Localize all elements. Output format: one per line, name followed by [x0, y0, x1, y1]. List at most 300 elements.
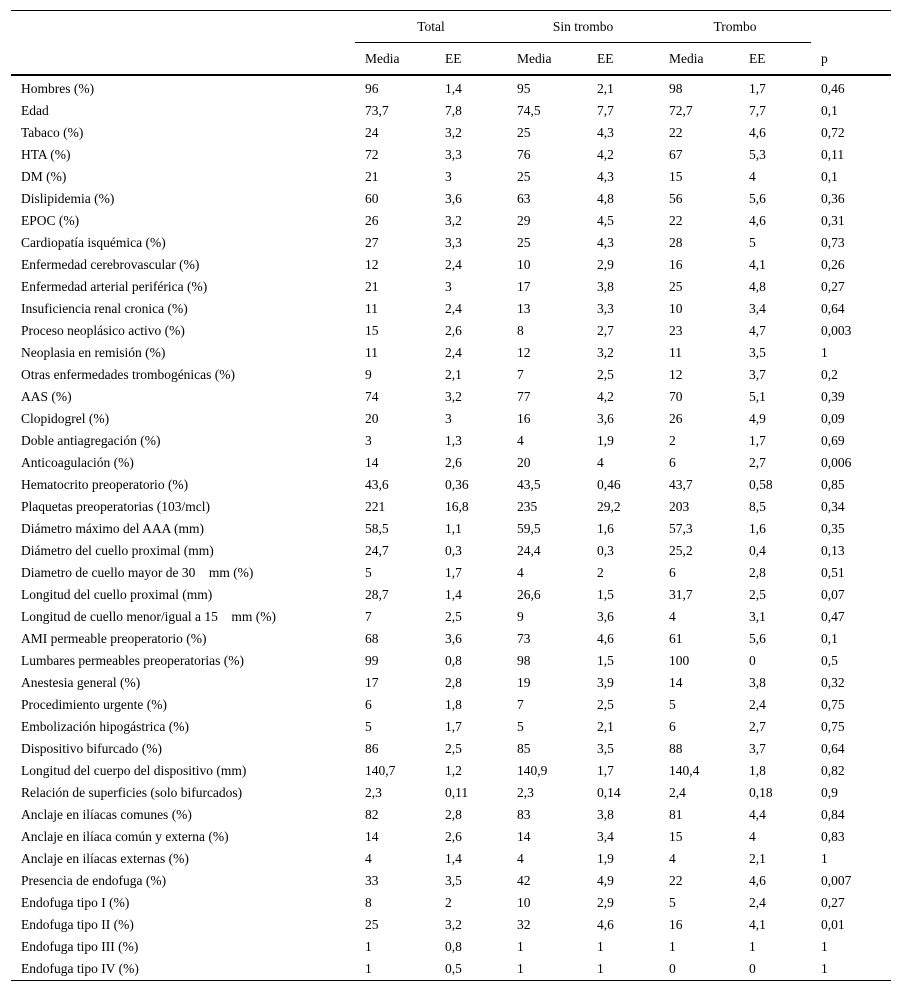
total-media: 221 — [365, 499, 386, 514]
table-row — [11, 496, 891, 518]
sin-trombo-media: 14 — [517, 829, 531, 844]
row-label: Diametro de cuello mayor de 30 mm (%) — [21, 565, 254, 580]
total-ee: 1,1 — [445, 521, 462, 536]
sin-trombo-media: 4 — [517, 433, 524, 448]
sin-trombo-ee: 2,7 — [597, 323, 614, 338]
total-ee: 0,3 — [445, 543, 462, 558]
sin-trombo-media: 16 — [517, 411, 531, 426]
sin-trombo-media: 10 — [517, 895, 531, 910]
table-row — [11, 75, 891, 100]
trombo-ee: 4,1 — [749, 257, 766, 272]
total-media: 58,5 — [365, 521, 389, 536]
sin-trombo-media: 73 — [517, 631, 531, 646]
table-row — [11, 254, 891, 276]
trombo-media: 70 — [669, 389, 683, 404]
total-ee: 0,8 — [445, 653, 462, 668]
sin-trombo-media: 29 — [517, 213, 531, 228]
sin-trombo-ee: 0,46 — [597, 477, 621, 492]
trombo-media: 4 — [669, 609, 676, 624]
total-media: 2,3 — [365, 785, 382, 800]
trombo-media: 25,2 — [669, 543, 693, 558]
row-label: Insuficiencia renal cronica (%) — [21, 301, 188, 316]
trombo-ee: 3,1 — [749, 609, 766, 624]
sin-trombo-ee: 2,1 — [597, 81, 614, 96]
table-row — [11, 716, 891, 738]
p-value: 0,46 — [821, 81, 845, 96]
p-value: 0,82 — [821, 763, 845, 778]
table-row — [11, 518, 891, 540]
row-label: Anclaje en ilíacas externas (%) — [21, 851, 189, 866]
sin-trombo-media: 63 — [517, 191, 531, 206]
p-value: 0,1 — [821, 169, 838, 184]
total-ee: 0,11 — [445, 785, 469, 800]
sin-trombo-media: 25 — [517, 235, 531, 250]
table-row — [11, 870, 891, 892]
total-media: 7 — [365, 609, 372, 624]
p-value: 0,09 — [821, 411, 845, 426]
total-ee: 2,8 — [445, 807, 462, 822]
sin-trombo-ee: 3,2 — [597, 345, 614, 360]
total-ee: 3 — [445, 169, 452, 184]
p-value: 0,36 — [821, 191, 845, 206]
table-header — [11, 11, 891, 76]
p-value: 0,9 — [821, 785, 838, 800]
table-row — [11, 364, 891, 386]
sin-trombo-ee: 3,8 — [597, 807, 614, 822]
total-ee: 7,8 — [445, 103, 462, 118]
total-ee: 3,6 — [445, 191, 462, 206]
header-blank-p — [811, 11, 891, 44]
trombo-media: 43,7 — [669, 477, 693, 492]
header-label-column — [11, 43, 355, 75]
p-value: 0,64 — [821, 301, 845, 316]
total-media: 86 — [365, 741, 379, 756]
data-table — [11, 10, 891, 981]
total-media: 99 — [365, 653, 379, 668]
sin-trombo-ee: 1,7 — [597, 763, 614, 778]
total-media: 12 — [365, 257, 379, 272]
sin-trombo-media: 2,3 — [517, 785, 534, 800]
header-group-total: Total — [355, 11, 507, 44]
row-label: Procedimiento urgente (%) — [21, 697, 167, 712]
trombo-media: 11 — [669, 345, 683, 360]
sin-trombo-ee: 2,1 — [597, 719, 614, 734]
trombo-media: 67 — [669, 147, 683, 162]
trombo-ee: 3,5 — [749, 345, 766, 360]
p-value: 0,64 — [821, 741, 845, 756]
trombo-ee: 4,9 — [749, 411, 766, 426]
total-ee: 2,4 — [445, 257, 462, 272]
sin-trombo-media: 7 — [517, 367, 524, 382]
table-container — [11, 10, 891, 981]
sin-trombo-ee: 2 — [597, 565, 604, 580]
trombo-media: 14 — [669, 675, 683, 690]
trombo-media: 31,7 — [669, 587, 693, 602]
row-label: Endofuga tipo I (%) — [21, 895, 130, 910]
sin-trombo-media: 1 — [507, 958, 587, 981]
sin-trombo-ee: 4,5 — [597, 213, 614, 228]
header-trombo-ee: EE — [739, 43, 811, 75]
total-media: 4 — [365, 851, 372, 866]
p-value: 0,35 — [821, 521, 845, 536]
row-label: Enfermedad cerebrovascular (%) — [21, 257, 200, 272]
total-ee: 3,2 — [445, 389, 462, 404]
total-ee: 1,8 — [445, 697, 462, 712]
sin-trombo-ee: 4,2 — [597, 147, 614, 162]
total-media: 1 — [365, 939, 372, 954]
row-label: HTA (%) — [21, 147, 71, 162]
row-label: Plaquetas preoperatorias (103/mcl) — [21, 499, 210, 514]
trombo-media: 23 — [669, 323, 683, 338]
table-row — [11, 342, 891, 364]
table-row — [11, 452, 891, 474]
row-label: DM (%) — [21, 169, 67, 184]
table-row — [11, 474, 891, 496]
trombo-media: 25 — [669, 279, 683, 294]
header-p-value: p — [811, 43, 891, 75]
total-ee: 2,6 — [445, 829, 462, 844]
table-row — [11, 188, 891, 210]
trombo-ee: 2,4 — [749, 697, 766, 712]
trombo-ee: 7,7 — [749, 103, 766, 118]
total-ee: 3,6 — [445, 631, 462, 646]
trombo-media: 1 — [669, 939, 676, 954]
table-row — [11, 936, 891, 958]
total-media: 8 — [365, 895, 372, 910]
total-media: 11 — [365, 301, 378, 316]
trombo-media: 56 — [669, 191, 683, 206]
total-ee: 1,2 — [445, 763, 462, 778]
row-label: Cardiopatía isquémica (%) — [21, 235, 166, 250]
total-ee: 1,7 — [445, 565, 462, 580]
trombo-media: 5 — [669, 895, 676, 910]
row-label: AMI permeable preoperatorio (%) — [21, 631, 207, 646]
sin-trombo-ee: 2,9 — [597, 895, 614, 910]
sin-trombo-media: 17 — [517, 279, 531, 294]
table-row — [11, 848, 891, 870]
total-media: 140,7 — [365, 763, 396, 778]
p-value: 0,5 — [821, 653, 838, 668]
row-label: Endofuga tipo IV (%) — [11, 958, 355, 981]
total-media: 43,6 — [365, 477, 389, 492]
sin-trombo-media: 76 — [517, 147, 531, 162]
total-media: 72 — [365, 147, 379, 162]
trombo-ee: 0,4 — [749, 543, 766, 558]
total-ee: 2 — [445, 895, 452, 910]
sin-trombo-media: 1 — [517, 939, 524, 954]
total-media: 15 — [365, 323, 379, 338]
header-sin-trombo-ee: EE — [587, 43, 659, 75]
sin-trombo-ee: 3,6 — [597, 411, 614, 426]
total-ee: 0,5 — [435, 958, 507, 981]
trombo-ee: 1 — [749, 939, 756, 954]
table-row — [11, 166, 891, 188]
sin-trombo-media: 4 — [517, 851, 524, 866]
sin-trombo-media: 43,5 — [517, 477, 541, 492]
row-label: Clopidogrel (%) — [21, 411, 110, 426]
trombo-media: 12 — [669, 367, 683, 382]
row-label: Lumbares permeables preoperatorias (%) — [21, 653, 245, 668]
trombo-ee: 3,8 — [749, 675, 766, 690]
sin-trombo-media: 7 — [517, 697, 524, 712]
total-media: 26 — [365, 213, 379, 228]
trombo-ee: 0 — [739, 958, 811, 981]
sin-trombo-ee: 2,5 — [597, 697, 614, 712]
p-value: 0,47 — [821, 609, 845, 624]
p-value: 0,003 — [821, 323, 852, 338]
total-ee: 2,1 — [445, 367, 462, 382]
p-value: 0,39 — [821, 389, 845, 404]
trombo-media: 22 — [669, 213, 683, 228]
sin-trombo-media: 59,5 — [517, 521, 541, 536]
trombo-media: 28 — [669, 235, 683, 250]
trombo-ee: 2,7 — [749, 455, 766, 470]
total-ee: 3,2 — [445, 213, 462, 228]
trombo-media: 26 — [669, 411, 683, 426]
total-media: 21 — [365, 169, 379, 184]
total-media: 25 — [365, 917, 379, 932]
trombo-media: 15 — [669, 829, 683, 844]
total-media: 68 — [365, 631, 379, 646]
table-row — [11, 694, 891, 716]
p-value: 0,27 — [821, 895, 845, 910]
sin-trombo-ee: 4,8 — [597, 191, 614, 206]
row-label: Hematocrito preoperatorio (%) — [21, 477, 189, 492]
total-media: 60 — [365, 191, 379, 206]
p-value: 0,75 — [821, 697, 845, 712]
total-media: 14 — [365, 455, 379, 470]
total-media: 3 — [365, 433, 372, 448]
p-value: 0,32 — [821, 675, 845, 690]
trombo-ee: 4,1 — [749, 917, 766, 932]
table-row — [11, 804, 891, 826]
row-label: Tabaco (%) — [21, 125, 84, 140]
total-media: 6 — [365, 697, 372, 712]
sin-trombo-ee: 4,2 — [597, 389, 614, 404]
header-sin-trombo-media: Media — [507, 43, 587, 75]
trombo-media: 22 — [669, 873, 683, 888]
table-row — [11, 826, 891, 848]
total-ee: 1,7 — [445, 719, 462, 734]
row-label: Longitud del cuello proximal (mm) — [21, 587, 213, 602]
row-label: Embolización hipogástrica (%) — [21, 719, 189, 734]
sin-trombo-media: 25 — [517, 125, 531, 140]
p-value: 1 — [821, 851, 828, 866]
row-label: Enfermedad arterial periférica (%) — [21, 279, 208, 294]
total-ee: 0,36 — [445, 477, 469, 492]
total-ee: 1,4 — [445, 587, 462, 602]
trombo-ee: 2,4 — [749, 895, 766, 910]
trombo-ee: 0,58 — [749, 477, 773, 492]
p-value: 0,1 — [821, 631, 838, 646]
sin-trombo-media: 140,9 — [517, 763, 548, 778]
p-value: 0,01 — [821, 917, 845, 932]
trombo-ee: 4,4 — [749, 807, 766, 822]
row-label: EPOC (%) — [21, 213, 80, 228]
sin-trombo-media: 25 — [517, 169, 531, 184]
total-ee: 3,3 — [445, 147, 462, 162]
sin-trombo-media: 10 — [517, 257, 531, 272]
row-label: Anestesia general (%) — [21, 675, 141, 690]
row-label: Otras enfermedades trombogénicas (%) — [21, 367, 236, 382]
trombo-media: 16 — [669, 257, 683, 272]
table-row — [11, 782, 891, 804]
sin-trombo-ee: 3,5 — [597, 741, 614, 756]
sin-trombo-ee: 1,6 — [597, 521, 614, 536]
p-value: 1 — [821, 939, 828, 954]
table-body — [11, 75, 891, 981]
trombo-ee: 1,8 — [749, 763, 766, 778]
sin-trombo-media: 4 — [517, 565, 524, 580]
trombo-ee: 5,6 — [749, 631, 766, 646]
table-row — [11, 892, 891, 914]
trombo-ee: 5,1 — [749, 389, 766, 404]
total-ee: 3,3 — [445, 235, 462, 250]
total-media: 28,7 — [365, 587, 389, 602]
trombo-ee: 1,7 — [749, 81, 766, 96]
p-value: 0,83 — [821, 829, 845, 844]
trombo-ee: 3,7 — [749, 741, 766, 756]
sin-trombo-media: 85 — [517, 741, 531, 756]
sin-trombo-media: 95 — [517, 81, 531, 96]
sin-trombo-media: 12 — [517, 345, 531, 360]
total-media: 24 — [365, 125, 379, 140]
row-label: Anclaje en ilíacas comunes (%) — [21, 807, 192, 822]
total-ee: 1,3 — [445, 433, 462, 448]
sin-trombo-media: 26,6 — [517, 587, 541, 602]
row-label: Diámetro máximo del AAA (mm) — [21, 521, 204, 536]
sin-trombo-media: 77 — [517, 389, 531, 404]
total-media: 24,7 — [365, 543, 389, 558]
trombo-ee: 4 — [749, 829, 756, 844]
sin-trombo-ee: 2,9 — [597, 257, 614, 272]
trombo-media: 88 — [669, 741, 683, 756]
trombo-media: 5 — [669, 697, 676, 712]
p-value: 1 — [821, 345, 828, 360]
header-sub-row — [11, 43, 891, 75]
total-media: 17 — [365, 675, 379, 690]
sin-trombo-ee: 0,3 — [597, 543, 614, 558]
trombo-media: 6 — [669, 719, 676, 734]
sin-trombo-media: 8 — [517, 323, 524, 338]
total-ee: 2,5 — [445, 609, 462, 624]
sin-trombo-ee: 4,3 — [597, 235, 614, 250]
trombo-ee: 3,4 — [749, 301, 766, 316]
trombo-media: 16 — [669, 917, 683, 932]
total-ee: 2,4 — [445, 345, 462, 360]
table-row — [11, 958, 891, 981]
row-label: Diámetro del cuello proximal (mm) — [21, 543, 214, 558]
p-value: 0,007 — [821, 873, 852, 888]
sin-trombo-ee: 4,6 — [597, 917, 614, 932]
total-ee: 3,2 — [445, 125, 462, 140]
row-label: Neoplasia en remisión (%) — [21, 345, 166, 360]
table-row — [11, 276, 891, 298]
row-label: Edad — [21, 103, 49, 118]
header-blank — [11, 11, 355, 44]
total-media: 96 — [365, 81, 379, 96]
sin-trombo-ee: 1 — [597, 939, 604, 954]
trombo-media: 0 — [659, 958, 739, 981]
total-ee: 2,6 — [445, 455, 462, 470]
p-value: 0,006 — [821, 455, 852, 470]
total-ee: 3 — [445, 279, 452, 294]
trombo-ee: 0,18 — [749, 785, 773, 800]
table-row — [11, 232, 891, 254]
total-media: 21 — [365, 279, 379, 294]
sin-trombo-media: 24,4 — [517, 543, 541, 558]
trombo-media: 81 — [669, 807, 683, 822]
p-value: 0,11 — [821, 147, 845, 162]
trombo-media: 57,3 — [669, 521, 693, 536]
sin-trombo-ee: 1,5 — [597, 653, 614, 668]
trombo-media: 72,7 — [669, 103, 693, 118]
table-row — [11, 628, 891, 650]
trombo-ee: 2,7 — [749, 719, 766, 734]
total-ee: 1,4 — [445, 81, 462, 96]
trombo-media: 15 — [669, 169, 683, 184]
trombo-ee: 1,6 — [749, 521, 766, 536]
sin-trombo-ee: 4,9 — [597, 873, 614, 888]
table-row — [11, 144, 891, 166]
sin-trombo-media: 19 — [517, 675, 531, 690]
p-value: 0,31 — [821, 213, 845, 228]
trombo-ee: 2,8 — [749, 565, 766, 580]
total-ee: 2,4 — [445, 301, 462, 316]
p-value: 0,2 — [821, 367, 838, 382]
sin-trombo-ee: 29,2 — [597, 499, 621, 514]
trombo-media: 203 — [669, 499, 690, 514]
sin-trombo-media: 13 — [517, 301, 531, 316]
p-value: 0,1 — [821, 103, 838, 118]
row-label: Endofuga tipo II (%) — [21, 917, 134, 932]
table-row — [11, 540, 891, 562]
sin-trombo-ee: 3,9 — [597, 675, 614, 690]
total-ee: 3,5 — [445, 873, 462, 888]
total-ee: 1,4 — [445, 851, 462, 866]
total-media: 74 — [365, 389, 379, 404]
total-media: 33 — [365, 873, 379, 888]
total-ee: 3,2 — [445, 917, 462, 932]
trombo-media: 98 — [669, 81, 683, 96]
sin-trombo-ee: 2,5 — [597, 367, 614, 382]
total-media: 82 — [365, 807, 379, 822]
table-row — [11, 650, 891, 672]
table-row — [11, 408, 891, 430]
total-ee: 3 — [445, 411, 452, 426]
row-label: Anticoagulación (%) — [21, 455, 134, 470]
trombo-ee: 5 — [749, 235, 756, 250]
p-value: 0,26 — [821, 257, 845, 272]
p-value: 0,07 — [821, 587, 845, 602]
row-label: AAS (%) — [21, 389, 72, 404]
row-label: Anclaje en ilíaca común y externa (%) — [21, 829, 229, 844]
total-ee: 16,8 — [445, 499, 469, 514]
row-label: Doble antiagregación (%) — [21, 433, 161, 448]
total-media: 5 — [365, 719, 372, 734]
p-value: 0,27 — [821, 279, 845, 294]
p-value: 0,69 — [821, 433, 845, 448]
sin-trombo-ee: 7,7 — [597, 103, 614, 118]
trombo-ee: 4,7 — [749, 323, 766, 338]
row-label: Longitud del cuerpo del dispositivo (mm) — [21, 763, 247, 778]
row-label: Presencia de endofuga (%) — [21, 873, 167, 888]
p-value: 0,85 — [821, 477, 845, 492]
p-value: 0,34 — [821, 499, 845, 514]
trombo-ee: 0 — [749, 653, 756, 668]
total-media: 20 — [365, 411, 379, 426]
trombo-ee: 4 — [749, 169, 756, 184]
